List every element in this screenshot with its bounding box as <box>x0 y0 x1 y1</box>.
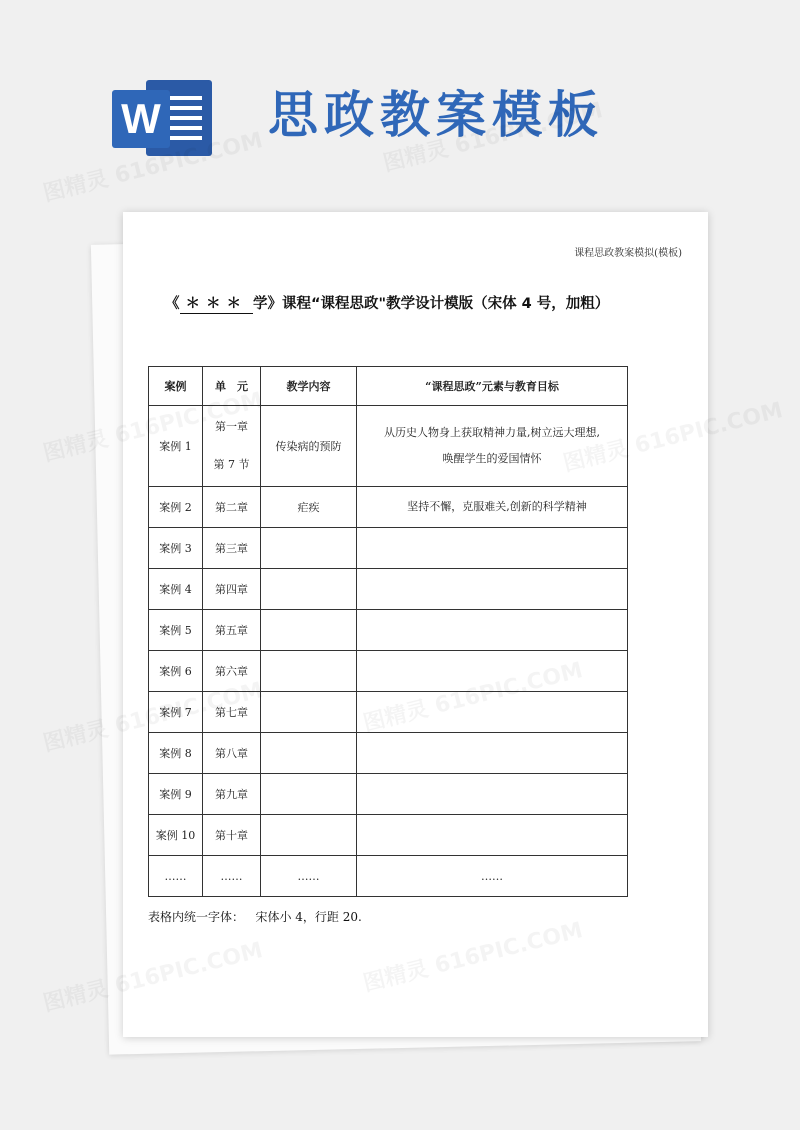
case-cell: 案例 10 <box>149 815 203 856</box>
banner <box>0 0 800 200</box>
case-cell: 案例 2 <box>149 487 203 528</box>
header-unit: 单 元 <box>203 367 261 406</box>
content-cell <box>261 569 357 610</box>
table-row <box>149 406 628 487</box>
word-doc-icon <box>112 80 212 156</box>
unit-section: 第 7 节 <box>213 458 250 471</box>
header-goal: “课程思政”元素与教育目标 <box>357 367 628 406</box>
table-row <box>149 856 628 897</box>
goal-line: 从历史人物身上获取精神力量,树立远大理想, <box>384 426 600 439</box>
page-header-note: 课程思政教案模拟(模板) <box>574 248 682 259</box>
goal-cell <box>357 651 628 692</box>
goal-cell <box>357 815 628 856</box>
content-cell <box>261 774 357 815</box>
course-name-placeholder: ＊＊＊ <box>180 292 254 314</box>
goal-cell: 坚持不懈，克服难关,创新的科学精神 <box>357 487 628 528</box>
goal-cell <box>357 610 628 651</box>
case-cell: 案例 8 <box>149 733 203 774</box>
case-cell: …… <box>149 856 203 897</box>
unit-cell: 第三章 <box>203 528 261 569</box>
content-cell <box>261 815 357 856</box>
unit-cell: 第七章 <box>203 692 261 733</box>
word-letter-tile: W <box>112 90 170 148</box>
content-cell: 疟疾 <box>261 487 357 528</box>
header-case: 案例 <box>149 367 203 406</box>
content-cell <box>261 651 357 692</box>
document-page <box>123 212 708 1037</box>
case-cell: 案例 7 <box>149 692 203 733</box>
unit-cell: 第八章 <box>203 733 261 774</box>
content-cell: …… <box>261 856 357 897</box>
goal-cell <box>357 692 628 733</box>
case-cell: 案例 4 <box>149 569 203 610</box>
header-content: 教学内容 <box>261 367 357 406</box>
unit-cell: 第九章 <box>203 774 261 815</box>
case-cell: 案例 1 <box>149 406 203 487</box>
unit-cell: 第六章 <box>203 651 261 692</box>
table-row <box>149 487 628 528</box>
unit-cell <box>203 406 261 487</box>
table-row <box>149 528 628 569</box>
case-cell: 案例 9 <box>149 774 203 815</box>
table-row <box>149 610 628 651</box>
content-cell <box>261 610 357 651</box>
unit-chapter: 第一章 <box>215 420 248 433</box>
case-table <box>148 366 628 897</box>
unit-cell: 第十章 <box>203 815 261 856</box>
table-row <box>149 774 628 815</box>
font-instruction-note: 表格内统一字体： 宋体小 4，行距 20. <box>148 910 362 924</box>
content-cell <box>261 528 357 569</box>
case-cell: 案例 5 <box>149 610 203 651</box>
table-row <box>149 651 628 692</box>
case-cell: 案例 3 <box>149 528 203 569</box>
document-title <box>165 292 705 314</box>
goal-cell <box>357 528 628 569</box>
table-header-row <box>149 367 628 406</box>
case-cell: 案例 6 <box>149 651 203 692</box>
title-open-bracket: 《 <box>165 296 180 312</box>
goal-cell <box>357 774 628 815</box>
content-cell <box>261 692 357 733</box>
title-rest: 学》课程“课程思政"教学设计模版（宋体 4 号，加粗） <box>253 296 610 312</box>
content-cell <box>261 733 357 774</box>
unit-cell: 第二章 <box>203 487 261 528</box>
table-row <box>149 815 628 856</box>
table-row <box>149 733 628 774</box>
table-row <box>149 569 628 610</box>
unit-cell: …… <box>203 856 261 897</box>
table-row <box>149 692 628 733</box>
goal-cell: …… <box>357 856 628 897</box>
goal-cell <box>357 733 628 774</box>
goal-cell <box>357 406 628 487</box>
goal-cell <box>357 569 628 610</box>
content-cell: 传染病的预防 <box>261 406 357 487</box>
unit-cell: 第四章 <box>203 569 261 610</box>
unit-cell: 第五章 <box>203 610 261 651</box>
banner-title: 思政教案模板 <box>268 86 604 144</box>
goal-line: 唤醒学生的爱国情怀 <box>442 452 542 465</box>
